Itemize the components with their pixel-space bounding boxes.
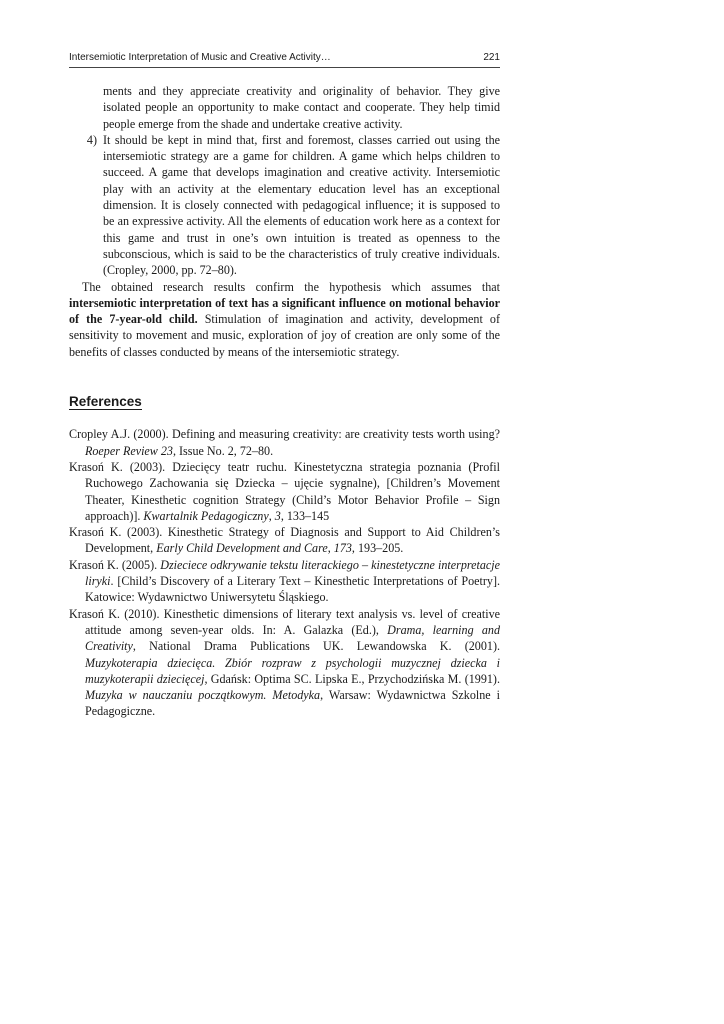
reference-text: Gdańsk: Optima SC. Lipska E., Przychodzińska M. (1991). xyxy=(207,671,500,686)
reference-italic: 173 xyxy=(333,541,352,556)
list-item-text: It should be kept in mind that, first and foremost, classes carried out using the intersemiotic strategy are a game for children. A game which helps children to succeed. A game that develops imagination and creative activity. Intersemiotic play with an activity at the elementary education level has an exceptional dimension. It is closely connected with pedagogical influence; it is supposed to be an expressive activity. All the elements of education work here as a context for this game and trust in one’s own intuition is treated as openness to the subconscious, which is said to be the characteristics of truly creative individuals. (Cropley, 2000, pp. 72–80). xyxy=(103,132,500,278)
conclusion-paragraph xyxy=(69,279,500,360)
page-body xyxy=(69,83,500,720)
reference-text: , National Drama Publications UK. Lewandowska K. (2001). xyxy=(132,639,500,654)
reference-text: Cropley A.J. (2000). Defining and measuring creativity: are creativity tests worth using? xyxy=(69,427,500,442)
list-item-4 xyxy=(69,132,500,279)
reference-text: Krasoń K. (2010). Kinesthetic dimensions of literary text analysis vs. level of creative attitude among seven-year olds. In: A. Galazka (Ed.), xyxy=(69,606,500,637)
list-item-continuation: ments and they appreciate creativity and originality of behavior. They give isolated people an opportunity to make contact and cooperate. They help timid people emerge from the shade and undertake creative activity. xyxy=(103,84,500,131)
reference-item xyxy=(69,524,500,557)
reference-italic: Drama, learning and Creativity xyxy=(85,622,500,654)
reference-italic: Roeper Review 23 xyxy=(85,443,173,458)
reference-italic: Kwartalnik Pedagogiczny xyxy=(143,508,269,523)
reference-text: , xyxy=(268,508,275,523)
running-header xyxy=(69,52,500,68)
reference-text: , 133–145 xyxy=(280,508,330,523)
reference-item xyxy=(69,606,500,720)
reference-text: Krasoń K. (2003). Kinesthetic Strategy of Diagnosis and Support to Aid Children’s Development, xyxy=(69,525,500,556)
reference-italic: Muzykoterapia dziecięca. Zbiór rozpraw z psychologii muzycznej dziecka i muzykoterapii dziecięcej, xyxy=(85,655,500,686)
reference-text: , Warsaw: Wydawnictwa Szkolne i Pedagogiczne. xyxy=(85,688,500,719)
reference-italic: 3 xyxy=(274,508,281,523)
conclusion-lead: The obtained research results confirm the hypothesis which assumes that xyxy=(82,279,500,294)
reference-italic: Dzieciece odkrywanie tekstu literackiego – kinestetyczne interpretacje liryki xyxy=(85,557,500,589)
page-number: 221 xyxy=(483,52,500,63)
reference-italic: Early Child Development and Care xyxy=(156,541,328,556)
reference-text: . [Child’s Discovery of a Literary Text – Kinesthetic Interpretations of Poetry]. Katowice: Wydawnictwo Uniwersytetu Śląskiego. xyxy=(85,574,500,605)
conclusion-bold: intersemiotic interpretation of text has a significant influence on motional behavior of the 7-year-old child. xyxy=(69,295,500,327)
conclusion-rest: Stimulation of imagination and activity, development of sensitivity to movement and music, exploration of joy of creation are only some of the benefits of classes conducted by means of the intersemiotic strategy. xyxy=(69,312,500,359)
references-list xyxy=(69,426,500,719)
running-title: Intersemiotic Interpretation of Music and Creative Activity… xyxy=(69,52,331,63)
list-item-number: 4) xyxy=(86,132,97,147)
reference-item xyxy=(69,426,500,459)
reference-text: , Issue No. 2, 72–80. xyxy=(172,443,274,458)
reference-text: , xyxy=(327,541,334,556)
reference-text: Krasoń K. (2005). xyxy=(69,557,161,572)
reference-item xyxy=(69,557,500,606)
reference-italic: Muzyka w nauczaniu początkowym. Metodyka xyxy=(85,688,321,703)
reference-text: Krasoń K. (2003). Dziecięcy teatr ruchu. Kinestetyczna strategia poznania (Profil Ruchowego Zachowania się Dziecka – ujęcie sygnalne), [Children’s Movement Theater, Kinesthetic cognition Strategy (Child’s Motor Behavior Profile – Sign approach)]. xyxy=(69,459,500,523)
references-heading xyxy=(69,394,500,410)
reference-item xyxy=(69,459,500,524)
references-heading-text: References xyxy=(69,394,142,410)
reference-text: , 193–205. xyxy=(351,541,404,556)
